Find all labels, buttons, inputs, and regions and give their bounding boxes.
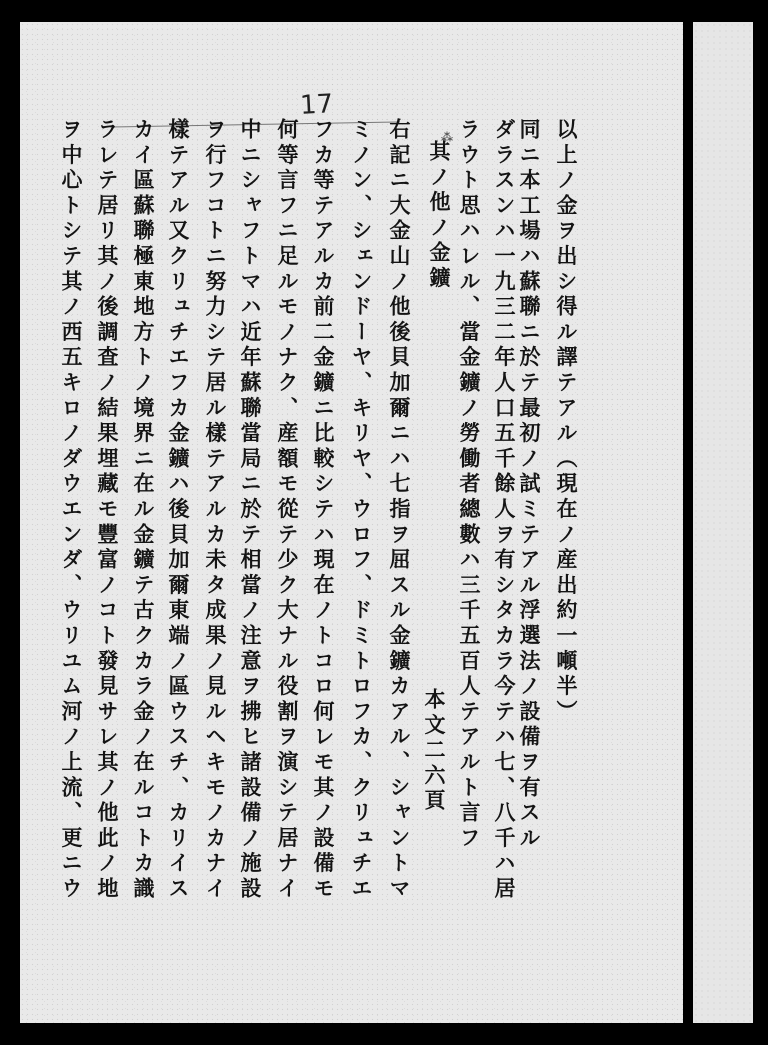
text-column: カイ區蘇聯極東地方トノ境界ニ在ル金鑛テ古クカラ金ノ在ルコトカ識 (131, 118, 156, 903)
text-column: 同ニ本工場ハ蘇聯ニ於テ最初ノ試ミテアル浮選法ノ設備ヲ有スル (517, 118, 542, 852)
text-column: 以上ノ金ヲ出シ得ル譯テアル（現在ノ産出約一噸半） (554, 118, 579, 726)
stray-ink-mark: ⁂ (441, 130, 453, 144)
page-reference: 本文二六頁 (422, 688, 447, 815)
text-column: 右記ニ大金山ノ他後貝加爾ニハ七指ヲ屈スル金鑛カアル、シャントマ (387, 118, 412, 903)
text-column: ラウト思ハレル、當金鑛ノ勞働者總數ハ三千五百人テアルト言フ (457, 118, 482, 852)
text-column: 樣テアル又クリュチエフカ金鑛ハ後貝加爾東端ノ區ウスチ、カリイス (166, 118, 191, 903)
text-column: 中ニシャフトマハ近年蘇聯當局ニ於テ相當ノ注意ヲ拂ヒ諸設備ノ施設 (238, 118, 263, 903)
text-column: ラレテ居リ其ノ後調査ノ結果埋藏モ豐富ノコト發見サレ其ノ他此ノ地 (95, 118, 120, 903)
text-column: 何等言フニ足ルモノナク、産額モ從テ少ク大ナル役割ヲ演シテ居ナイ (275, 118, 300, 903)
section-heading: 其ノ他ノ金鑛 (427, 140, 452, 292)
handwritten-page-number: 17 (299, 89, 334, 121)
text-column: フカ等テアルカ前二金鑛ニ比較シテハ現在ノトコロ何レモ其ノ設備モ (311, 118, 336, 903)
binding-gutter (683, 0, 693, 1045)
text-column: ヲ中心トシテ其ノ西五キロノダウエンダ、ウリユム河ノ上流、更ニウ (59, 118, 84, 903)
text-column: ミノン、シェンドーヤ、キリヤ、ウロフ、ドミトロフカ、クリュチエ (349, 118, 374, 903)
text-column: ヲ行フコトニ努力シテ居ル樣テアルカ未タ成果ノ見ルヘキモノカナイ (203, 118, 228, 903)
adjacent-page-edge (693, 22, 753, 1023)
text-column: ダラスンハ一九三二年人口五千餘人ヲ有シタカラ今テハ七、八千ハ居 (492, 118, 517, 903)
